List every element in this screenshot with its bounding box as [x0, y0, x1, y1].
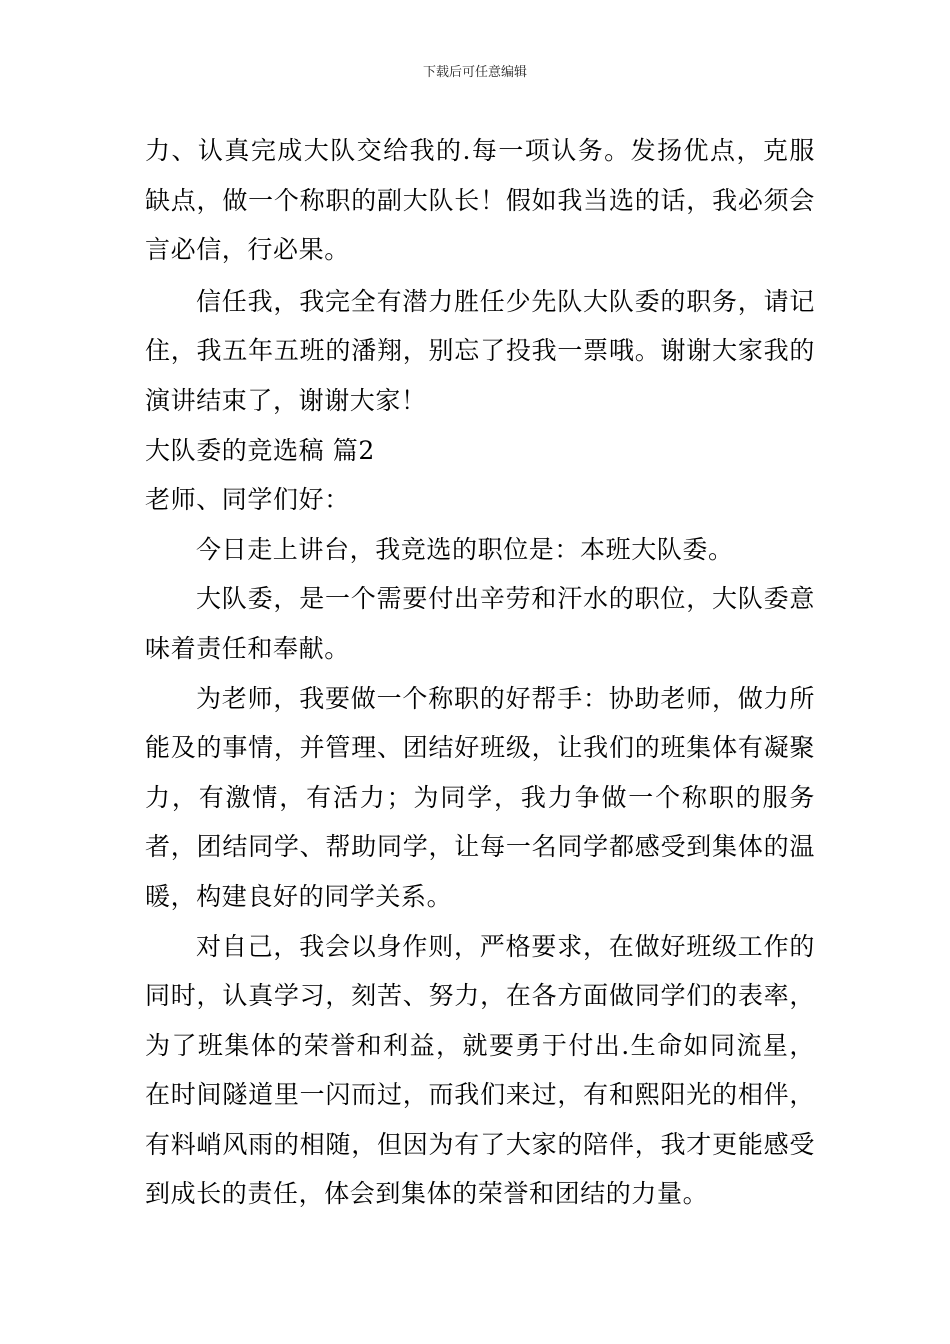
- paragraph-2: 信任我，我完全有潜力胜任少先队大队委的职务，请记住，我五年五班的潘翔，别忘了投我一票哦。谢谢大家我的演讲结束了，谢谢大家！: [145, 286, 815, 415]
- paragraph-3: 今日走上讲台，我竞选的职位是：本班大队委。: [196, 534, 734, 564]
- salutation: 老师、同学们好：: [145, 485, 350, 515]
- document-body: [145, 126, 815, 1219]
- section-heading: 大队委的竞选稿 篇2: [145, 435, 375, 465]
- page-header: 下载后可任意编辑: [422, 65, 527, 80]
- paragraph-4: 大队委，是一个需要付出辛劳和汗水的职位，大队委意味着责任和奉献。: [145, 584, 815, 663]
- paragraph-1: 力、认真完成大队交给我的.每一项认务。发扬优点，克服缺点，做一个称职的副大队长！假如我当选的话，我必须会言必信，行必果。: [145, 136, 815, 265]
- paragraph-5: 为老师，我要做一个称职的好帮手：协助老师，做力所能及的事情，并管理、团结好班级，让我们的班集体有凝聚力，有激情，有活力；为同学，我力争做一个称职的服务者，团结同学、帮助同学，让每一名同学都感受到集体的温暖，构建良好的同学关系。: [145, 683, 815, 911]
- paragraph-6: 对自己，我会以身作则，严格要求，在做好班级工作的同时，认真学习，刻苦、努力，在各方面做同学们的表率，为了班集体的荣誉和利益，就要勇于付出.生命如同流星，在时间隧道里一闪而过，而我们来过，有和熙阳光的相伴，有料峭风雨的相随，但因为有了大家的陪伴，我才更能感受到成长的责任，体会到集体的荣誉和团结的力量。: [145, 931, 815, 1209]
